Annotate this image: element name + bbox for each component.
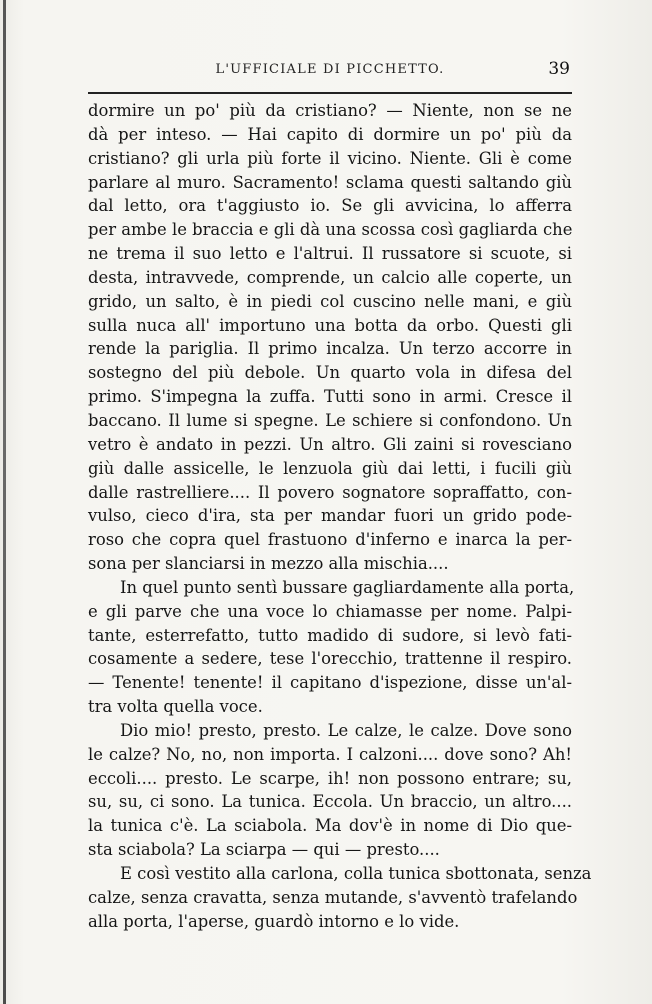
text-line: eccoli.... presto. Le scarpe, ih! non possono entrare; su, — [88, 768, 572, 788]
text-line: parlare al muro. Sacramento! sclama questi saltando giù — [88, 172, 572, 192]
text-line: ne trema il suo letto e l'altrui. Il russatore si scuote, si — [88, 244, 572, 264]
text-line: E così vestito alla carlona, colla tunica sbottonata, senza — [120, 864, 592, 883]
text-line: sta sciabola? La sciarpa — qui — presto.... — [88, 840, 440, 860]
paragraph — [88, 719, 572, 862]
text-line: dà per inteso. — Hai capito di dormire un po' più da — [88, 124, 572, 144]
text-line: dormire un po' più da cristiano? — Niente, non se ne — [88, 101, 572, 120]
text-line: Dio mio! presto, presto. Le calze, le calze. Dove sono — [120, 720, 572, 740]
text-line: roso che copra quel frastuono d'inferno e inarca la per- — [88, 530, 572, 550]
page-number: 39 — [548, 59, 570, 79]
text-line: In quel punto sentì bussare gagliardamente alla porta, — [120, 577, 575, 597]
paragraph — [88, 576, 575, 719]
running-head: L'UFFICIALE DI PICCHETTO. — [215, 62, 445, 77]
text-line: sona per slanciarsi in mezzo alla mischia.... — [88, 554, 449, 574]
text-line: vulso, cieco d'ira, sta per mandar fuori un grido pode- — [88, 506, 572, 526]
text-line: baccano. Il lume si spegne. Le schiere si confondono. Un — [88, 410, 572, 430]
text-line: primo. S'impegna la zuffa. Tutti sono in armi. Cresce il — [88, 387, 572, 407]
text-line: sostegno del più debole. Un quarto vola in difesa del — [88, 363, 572, 383]
text-line: cosamente a sedere, tese l'orecchio, trattenne il respiro. — [88, 649, 572, 669]
header-rule — [88, 92, 572, 94]
text-line: — Tenente! tenente! il capitano d'ispezione, disse un'al- — [88, 673, 572, 693]
text-line: cristiano? gli urla più forte il vicino. Niente. Gli è come — [88, 148, 572, 168]
text-line: giù dalle assicelle, le lenzuola giù dai letti, i fucili giù — [88, 458, 572, 478]
body-text — [88, 99, 592, 934]
text-line: sulla nuca all' importuno una botta da orbo. Questi gli — [88, 315, 572, 335]
text-line: e gli parve che una voce lo chiamasse per nome. Palpi- — [88, 601, 572, 621]
text-line: dal letto, ora t'aggiusto io. Se gli avvicina, lo afferra — [88, 196, 572, 216]
text-line: tante, esterrefatto, tutto madido di sudore, si levò fati- — [88, 625, 572, 645]
text-line: rende la pariglia. Il primo incalza. Un terzo accorre in — [88, 339, 572, 359]
text-line: desta, intravvede, comprende, un calcio alle coperte, un — [88, 267, 572, 287]
text-line: alla porta, l'aperse, guardò intorno e lo vide. — [88, 911, 460, 931]
text-line: su, su, ci sono. La tunica. Eccola. Un braccio, un altro.... — [88, 792, 572, 812]
text-line: le calze? No, no, non importa. I calzoni.... dove sono? Ah! — [88, 744, 572, 764]
page-header — [88, 58, 572, 86]
text-line: grido, un salto, è in piedi col cuscino nelle mani, e giù — [88, 291, 572, 311]
text-line: dalle rastrelliere.... Il povero sognatore sopraffatto, con- — [88, 482, 572, 502]
text-line: la tunica c'è. La sciabola. Ma dov'è in nome di Dio que- — [88, 816, 572, 836]
text-line: vetro è andato in pezzi. Un altro. Gli zaini si rovesciano — [88, 434, 572, 454]
paragraph — [88, 862, 592, 934]
text-line: per ambe le braccia e gli dà una scossa così gagliarda che — [88, 220, 573, 240]
text-line: calze, senza cravatta, senza mutande, s'avventò trafelando — [88, 887, 578, 907]
binding-edge — [3, 0, 6, 1004]
text-line: tra volta quella voce. — [88, 697, 263, 717]
paragraph — [88, 99, 572, 576]
